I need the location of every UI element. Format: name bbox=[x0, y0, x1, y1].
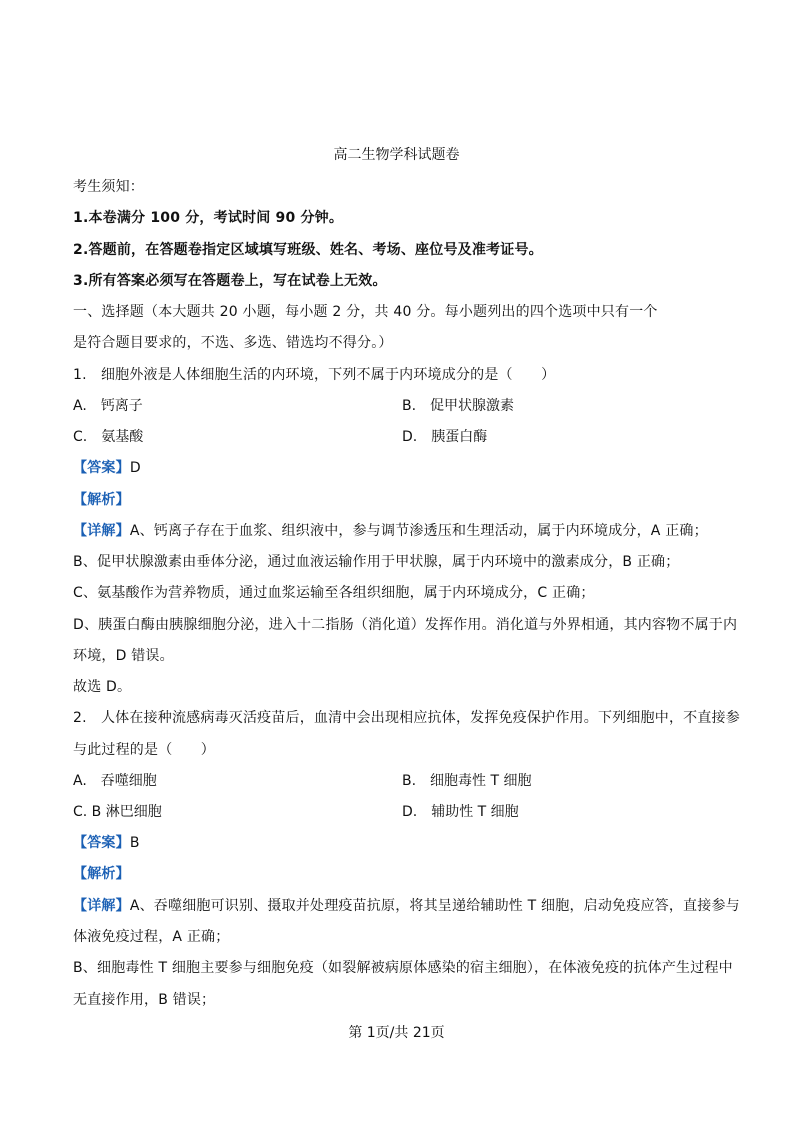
q2-option-b: B. 细胞毒性 T 细胞 bbox=[402, 773, 532, 789]
q1-detail-line-2: B、促甲状腺激素由垂体分泌，通过血液运输作用于甲状腺，属于内环境中的激素成分，B 正确； bbox=[73, 554, 680, 570]
page-title: 高二生物学科试题卷 bbox=[333, 147, 460, 163]
q1-option-d: D. 胰蛋白酶 bbox=[402, 429, 488, 445]
section-heading-line-1: 一、选择题（本大题共 20 小题，每小题 2 分，共 40 分。每小题列出的四个选项中只有一个 bbox=[73, 304, 658, 320]
q2-analysis bbox=[73, 864, 130, 884]
q2-answer-value: B bbox=[129, 835, 140, 851]
q2-detail-text-1: A、吞噬细胞可识别、摄取并处理疫苗抗原，将其呈递给辅助性 T 细胞，启动免疫应答，直接参与 bbox=[129, 898, 740, 914]
q1-answer-value: D bbox=[129, 460, 141, 476]
q1-option-c: C. 氨基酸 bbox=[73, 429, 144, 445]
q1-answer bbox=[73, 458, 141, 478]
notice-item-3: 3.所有答案必须写在答题卷上，写在试卷上无效。 bbox=[73, 273, 387, 289]
q1-detail-line-5: 环境，D 错误。 bbox=[73, 648, 174, 664]
q1-option-b: B. 促甲状腺激素 bbox=[402, 398, 515, 414]
q1-stem: 1. 细胞外液是人体细胞生活的内环境，下列不属于内环境成分的是（ ） bbox=[73, 367, 556, 383]
q1-analysis-tag: 【解析】 bbox=[73, 492, 130, 508]
q2-option-a: A. 吞噬细胞 bbox=[73, 773, 157, 789]
q2-answer-tag: 【答案】 bbox=[73, 835, 130, 851]
q2-detail-line-2: 体液免疫过程，A 正确； bbox=[73, 929, 230, 945]
q1-answer-tag: 【答案】 bbox=[73, 460, 130, 476]
page-footer: 第 1页/共 21页 bbox=[348, 1025, 445, 1041]
q2-option-d: D. 辅助性 T 细胞 bbox=[402, 804, 519, 820]
q2-answer bbox=[73, 833, 140, 853]
q1-option-a: A. 钙离子 bbox=[73, 398, 143, 414]
notice-item-2: 2.答题前，在答题卷指定区域填写班级、姓名、考场、座位号及准考证号。 bbox=[73, 242, 543, 258]
q2-analysis-tag: 【解析】 bbox=[73, 866, 130, 882]
notice-item-1: 1.本卷满分 100 分，考试时间 90 分钟。 bbox=[73, 210, 344, 226]
q2-detail-tag: 【详解】 bbox=[73, 898, 130, 914]
q1-detail-line-3: C、氨基酸作为营养物质，通过血浆运输至各组织细胞，属于内环境成分，C 正确； bbox=[73, 585, 595, 601]
q1-detail-line-4: D、胰蛋白酶由胰腺细胞分泌，进入十二指肠（消化道）发挥作用。消化道与外界相通，其内容物不属于内 bbox=[73, 617, 738, 633]
q2-detail-line-3: B、细胞毒性 T 细胞主要参与细胞免疫（如裂解被病原体感染的宿主细胞），在体液免疫的抗体产生过程中 bbox=[73, 960, 733, 976]
q2-detail-line-1 bbox=[73, 896, 740, 916]
q2-stem-line-1: 2. 人体在接种流感病毒灭活疫苗后，血清中会出现相应抗体，发挥免疫保护作用。下列细胞中，不直接参 bbox=[73, 710, 740, 726]
q1-detail-line-1 bbox=[73, 521, 708, 541]
notice-heading: 考生须知： bbox=[73, 179, 144, 195]
q1-conclusion: 故选 D。 bbox=[73, 679, 132, 695]
q2-detail-line-4: 无直接作用，B 错误； bbox=[73, 992, 216, 1008]
q2-option-c: C. B 淋巴细胞 bbox=[73, 804, 162, 820]
q1-detail-tag: 【详解】 bbox=[73, 523, 130, 539]
q1-analysis bbox=[73, 490, 130, 510]
section-heading-line-2: 是符合题目要求的，不选、多选、错选均不得分。） bbox=[73, 335, 393, 351]
q1-detail-text-1: A、钙离子存在于血浆、组织液中，参与调节渗透压和生理活动，属于内环境成分，A 正确； bbox=[129, 523, 708, 539]
q2-stem-line-2: 与此过程的是（ ） bbox=[73, 742, 215, 758]
